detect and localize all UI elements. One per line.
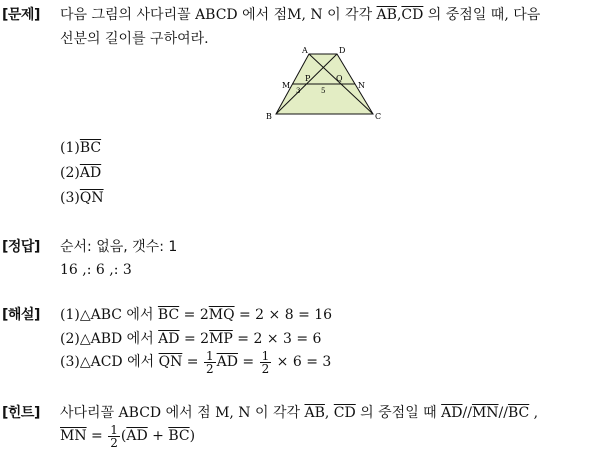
problem-text: 다음 그림의 사다리꼴 ABCD 에서 점M, N 이 각각 <box>60 7 373 23</box>
point-m-label: M <box>282 81 291 90</box>
explanation-text: (1)△ABC 에서 <box>60 307 158 323</box>
equation-text: = <box>86 428 108 444</box>
hint-text: , <box>529 405 539 421</box>
fraction <box>108 424 120 449</box>
hint-text: 사다리꼴 ABCD 에서 점 M, N 이 각각 <box>60 405 305 421</box>
problem-text-line2: 선분의 길이를 구하여라. <box>60 31 209 47</box>
problem-text-line1 <box>60 4 540 24</box>
equation-text: = 2 × 3 = 6 <box>232 331 322 347</box>
fraction-denominator: 2 <box>110 435 118 450</box>
problem-text-end: 의 중점일 때, 다음 <box>423 7 541 23</box>
vertex-b-label: B <box>266 112 272 121</box>
segment-ab: $\overline{AB}$ <box>376 7 397 23</box>
segment-ad: $\overline{AD}$ <box>79 165 102 181</box>
segment-ad: $\overline{AD}$ <box>216 354 238 370</box>
answer-line1: 순서: 없음, 갯수: 1 <box>60 239 178 255</box>
segment-cd: $\overline{CD}$ <box>333 405 356 421</box>
equation-text: = <box>182 354 203 370</box>
explanation-label: [해설] <box>2 307 40 323</box>
equation-text: = <box>237 354 259 370</box>
segment-bc: $\overline{BC}$ <box>168 428 190 444</box>
equation-text: × 6 = 3 <box>272 354 332 370</box>
paren: ( <box>120 428 127 444</box>
equation-text: = 2 <box>179 331 210 347</box>
segment-ab: $\overline{AB}$ <box>304 405 325 421</box>
question-number: (2) <box>60 165 80 181</box>
question-number: (3) <box>60 190 80 206</box>
explanation-line2 <box>60 328 321 348</box>
comma: , <box>396 7 402 23</box>
vertex-d-label: D <box>339 46 346 55</box>
hint-label: [힌트] <box>2 405 40 421</box>
segment-ad: $\overline{AD}$ <box>158 331 180 347</box>
question-3 <box>60 190 104 206</box>
equation-text: + <box>147 428 169 444</box>
segment-qn: $\overline{QN}$ <box>158 354 183 370</box>
fraction <box>260 350 272 375</box>
question-1 <box>60 140 101 156</box>
segment-bc: $\overline{BC}$ <box>79 140 102 156</box>
segment-mn: $\overline{MN}$ <box>471 405 499 421</box>
hint-line2 <box>60 422 195 450</box>
segment-mp: $\overline{MP}$ <box>209 331 233 347</box>
paren: ) <box>189 428 196 444</box>
answer-line2: 16 ,: 6 ,: 3 <box>60 262 132 278</box>
parallel-symbol: // <box>498 405 508 421</box>
segment-mq: $\overline{MQ}$ <box>208 307 235 323</box>
segment-bc: $\overline{BC}$ <box>507 405 530 421</box>
segment-cd: $\overline{CD}$ <box>401 7 424 23</box>
question-2 <box>60 165 101 181</box>
question-number: (1) <box>60 140 80 156</box>
fraction-numerator: 1 <box>110 422 118 437</box>
point-n-label: N <box>358 81 365 90</box>
fraction-numerator: 1 <box>261 348 270 363</box>
segment-qn: $\overline{QN}$ <box>79 190 104 206</box>
fraction <box>204 350 216 375</box>
hint-text: 의 중점일 때 <box>355 405 442 421</box>
length-pq-label: 5 <box>321 87 326 95</box>
hint-line1 <box>60 402 538 422</box>
point-q-label: Q <box>336 74 343 83</box>
parallel-symbol: // <box>462 405 472 421</box>
explanation-text: (2)△ABD 에서 <box>60 331 159 347</box>
fraction-numerator: 1 <box>205 348 214 363</box>
explanation-line3 <box>60 348 331 376</box>
equation-text: = 2 <box>179 307 209 323</box>
problem-label: [문제] <box>2 7 40 23</box>
fraction-denominator: 2 <box>205 361 214 376</box>
segment-ad: $\overline{AD}$ <box>126 428 148 444</box>
fraction-denominator: 2 <box>261 361 270 376</box>
segment-mn: $\overline{MN}$ <box>60 428 87 444</box>
segment-bc: $\overline{BC}$ <box>157 307 180 323</box>
trapezoid-figure <box>262 44 388 122</box>
length-mp-label: 3 <box>296 87 301 95</box>
vertex-c-label: C <box>375 112 382 121</box>
explanation-line1 <box>60 304 332 324</box>
point-p-label: P <box>305 74 311 83</box>
answer-label: [정답] <box>2 239 40 255</box>
explanation-text: (3)△ACD 에서 <box>60 354 159 370</box>
comma: , <box>324 405 334 421</box>
vertex-a-label: A <box>302 46 308 55</box>
segment-ad: $\overline{AD}$ <box>441 405 463 421</box>
equation-text: = 2 × 8 = 16 <box>234 307 333 323</box>
